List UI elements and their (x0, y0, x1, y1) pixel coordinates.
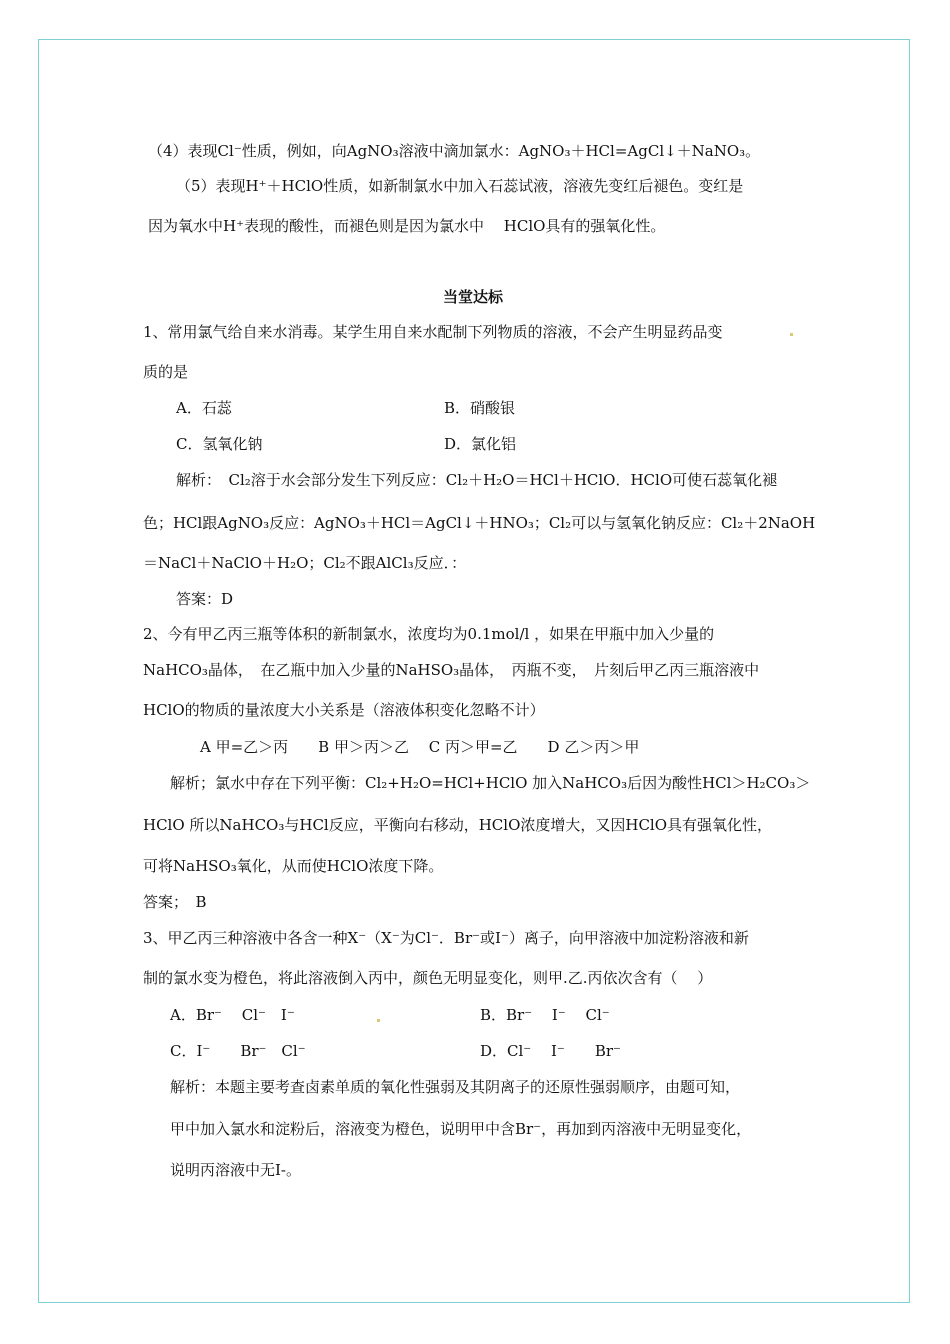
question-1-line-2: 质的是 (143, 363, 189, 381)
analysis-3-line-3: 说明丙溶液中无I-。 (170, 1161, 301, 1179)
option-3d: D．Cl⁻ I⁻ Br⁻ (480, 1042, 621, 1060)
stray-mark (790, 333, 793, 336)
analysis-2-line-1: 解析；氯水中存在下列平衡：Cl₂+H₂O=HCl+HClO 加入NaHCO₃后因为酸性HCl＞H₂CO₃＞ (170, 774, 811, 792)
option-1b: B．硝酸银 (444, 399, 516, 417)
answer-2: 答案； B (143, 893, 207, 911)
stray-mark (377, 1019, 380, 1022)
question-1-line-1: 1、常用氯气给自来水消毒。某学生用自来水配制下列物质的溶液，不会产生明显药品变 (143, 323, 723, 341)
question-2-line-1: 2、今有甲乙丙三瓶等体积的新制氯水，浓度均为0.1mol/l ，如果在甲瓶中加入少量的 (143, 625, 715, 643)
text-line-2: （5）表现H⁺＋HClO性质，如新制氯水中加入石蕊试液，溶液先变红后褪色。变红是 (176, 177, 744, 195)
question-3-line-2: 制的氯水变为橙色，将此溶液倒入丙中，颜色无明显变化，则甲.乙.丙依次含有（ ） (143, 969, 713, 987)
option-1d: D．氯化铝 (444, 435, 517, 453)
text-line-3: 因为氧水中H⁺表现的酸性，而褪色则是因为氯水中 HClO具有的强氧化性。 (148, 217, 666, 235)
analysis-3-line-1: 解析：本题主要考查卤素单质的氧化性强弱及其阴离子的还原性强弱顺序，由题可知， (170, 1078, 741, 1096)
analysis-1-line-1: 解析： Cl₂溶于水会部分发生下列反应：Cl₂＋H₂O＝HCl＋HClO．HClO可使石蕊氧化褪 (176, 471, 778, 489)
option-3a: A．Br⁻ Cl⁻ I⁻ (170, 1006, 295, 1024)
text-line-1: （4）表现Cl⁻性质，例如，向AgNO₃溶液中滴加氯水：AgNO₃＋HCl=AgCl↓＋NaNO₃。 (148, 142, 761, 160)
option-1a: A．石蕊 (176, 399, 232, 417)
option-1c: C．氢氧化钠 (176, 435, 263, 453)
question-3-line-1: 3、甲乙丙三种溶液中各含一种X⁻（X⁻为Cl⁻．Br⁻或I⁻）离子，向甲溶液中加淀粉溶液和新 (143, 929, 749, 947)
analysis-2-line-2: HClO 所以NaHCO₃与HCl反应，平衡向右移动，HClO浓度增大，又因HClO具有强氧化性， (143, 816, 773, 834)
analysis-1-line-3: ＝NaCl＋NaClO＋H₂O；Cl₂不跟AlCl₃反应．： (143, 554, 467, 572)
question-2-line-2: NaHCO₃晶体， 在乙瓶中加入少量的NaHSO₃晶体， 丙瓶不变， 片刻后甲乙丙三瓶溶液中 (143, 661, 760, 679)
analysis-2-line-3: 可将NaHSO₃氧化，从而使HClO浓度下降。 (143, 857, 444, 875)
options-2: A 甲=乙＞丙 B 甲＞丙＞乙 C 丙＞甲=乙 D 乙＞丙＞甲 (200, 738, 640, 756)
section-title: 当堂达标 (443, 288, 504, 306)
answer-1: 答案：D (176, 590, 234, 608)
analysis-1-line-2: 色；HCl跟AgNO₃反应：AgNO₃＋HCl＝AgCl↓＋HNO₃；Cl₂可以与氢氧化钠反应：Cl₂＋2NaOH (143, 514, 816, 532)
analysis-3-line-2: 甲中加入氯水和淀粉后，溶液变为橙色，说明甲中含Br⁻，再加到丙溶液中无明显变化， (170, 1120, 752, 1138)
question-2-line-3: HClO的物质的量浓度大小关系是（溶液体积变化忽略不计） (143, 701, 545, 719)
option-3c: C．I⁻ Br⁻ Cl⁻ (170, 1042, 306, 1060)
option-3b: B．Br⁻ I⁻ Cl⁻ (480, 1006, 610, 1024)
